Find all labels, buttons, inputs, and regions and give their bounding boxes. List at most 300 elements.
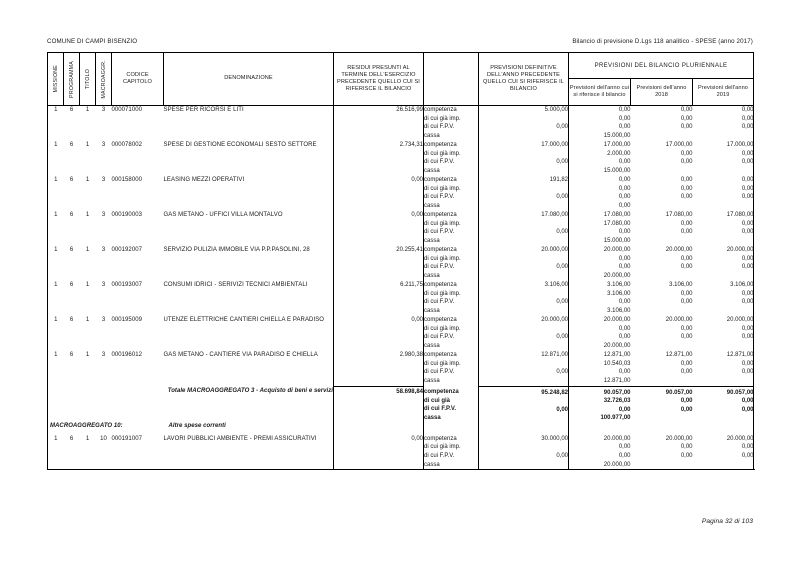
cell-line: 0,00 xyxy=(618,299,631,306)
table-row[interactable] xyxy=(48,281,754,316)
cell-line: 90.057,00 xyxy=(603,389,631,396)
section-spacer xyxy=(334,423,424,435)
cell-line: cassa xyxy=(424,237,440,244)
totals-spacer xyxy=(96,386,112,423)
cell-line xyxy=(693,307,754,316)
cell-anno-corrente xyxy=(569,435,631,470)
cell-line: di cui F.P.V. xyxy=(424,369,455,376)
cell-residui: 0,00 xyxy=(334,435,424,470)
cell-anno-2019 xyxy=(693,246,754,281)
cell-previsioni-definitive xyxy=(479,316,569,351)
cell-row-labels xyxy=(424,176,479,211)
cell-residui: 2.734,31 xyxy=(334,141,424,176)
col-header-anno-2018: Previsioni dell'anno 2018 xyxy=(631,79,693,106)
cell-line: di cui già xyxy=(424,397,451,404)
cell-anno-2018 xyxy=(631,176,693,211)
cell-line: 0,00 xyxy=(680,334,693,341)
cell-codice-capitolo: 000158000 xyxy=(111,177,142,183)
cell-line xyxy=(479,202,568,211)
cell-line: 20.000,00 xyxy=(603,317,631,323)
cell-line: 90.057,00 xyxy=(665,389,693,396)
cell-line xyxy=(631,461,693,470)
cell-line: competenza xyxy=(424,107,457,113)
cell-denominazione: SPESE PER RICORSI E LITI xyxy=(163,107,244,113)
cell-line: 0,00 xyxy=(618,107,631,113)
cell-line xyxy=(479,237,568,246)
cell-titolo: 1 xyxy=(85,317,90,323)
cell-line: 0,00 xyxy=(556,124,568,131)
cell-missione: 1 xyxy=(54,282,58,288)
cell-anno-2019 xyxy=(693,281,754,316)
cell-line xyxy=(479,115,568,124)
cell-line: 17.000,00 xyxy=(603,142,631,148)
totals-residui: 58.698,84 xyxy=(334,386,424,423)
cell-line: 0,00 xyxy=(618,115,631,122)
cell-line: 20.000,00 xyxy=(541,247,568,253)
cell-programma: 6 xyxy=(69,282,74,288)
cell-anno-2018 xyxy=(631,316,693,351)
cell-line: competenza xyxy=(424,212,457,218)
cell-denominazione: LAVORI PUBBLICI AMBIENTE - PREMI ASSICURATIVI xyxy=(163,435,317,442)
cell-line xyxy=(693,414,754,423)
cell-line: 0,00 xyxy=(741,444,754,451)
cell-line: 0,00 xyxy=(741,264,754,271)
cell-programma: 6 xyxy=(69,435,74,442)
cell-line: 0,00 xyxy=(556,406,568,413)
cell-line xyxy=(479,272,568,281)
cell-line: 0,00 xyxy=(618,453,631,460)
table-row[interactable] xyxy=(48,435,754,470)
cell-line xyxy=(479,397,568,406)
cell-row-labels xyxy=(424,141,479,176)
cell-line xyxy=(479,360,568,369)
cell-line: 20.000,00 xyxy=(603,461,631,468)
cell-titolo: 1 xyxy=(85,107,90,113)
cell-line: 0,00 xyxy=(741,299,754,306)
cell-line xyxy=(479,185,568,194)
cell-line: 0,00 xyxy=(680,369,693,376)
totals-spacer xyxy=(80,386,96,423)
table-body xyxy=(47,106,754,470)
cell-line: di cui già imp. xyxy=(424,220,461,227)
cell-line: 30.000,00 xyxy=(541,435,568,442)
cell-macroaggr: 3 xyxy=(101,352,106,358)
cell-line: 0,00 xyxy=(618,255,631,262)
cell-denominazione: CONSUMI IDRICI - SERIVIZI TECNICI AMBIENTALI xyxy=(163,282,308,288)
cell-denominazione: GAS METANO - CANTIERE VIA PARADISO E CHIELLA xyxy=(163,352,318,358)
col-header-pluriennale: PREVISIONI DEL BILANCIO PLURIENNALE xyxy=(569,53,754,79)
cell-line: 5.000,00 xyxy=(544,107,568,113)
cell-line: 0,00 xyxy=(741,334,754,341)
cell-line: 0,00 xyxy=(680,325,693,332)
cell-line: 0,00 xyxy=(556,159,568,166)
cell-line: 0,00 xyxy=(680,360,693,367)
cell-line: 15.000,00 xyxy=(603,237,631,244)
cell-line: di cui già imp. xyxy=(424,150,461,157)
cell-line: 0,00 xyxy=(556,453,568,460)
cell-line xyxy=(693,202,754,211)
cell-row-labels xyxy=(424,351,479,386)
cell-line xyxy=(693,342,754,351)
cell-programma: 6 xyxy=(69,317,74,323)
cell-anno-2019 xyxy=(693,176,754,211)
cell-line: 20.000,00 xyxy=(603,342,631,349)
cell-titolo: 1 xyxy=(85,352,90,358)
cell-programma: 6 xyxy=(69,177,74,183)
cell-line xyxy=(631,342,693,351)
cell-line: cassa xyxy=(424,414,441,421)
cell-macroaggr: 3 xyxy=(101,212,106,218)
col-header-missione: MISSIONE xyxy=(48,53,64,106)
section-title-row xyxy=(48,423,754,435)
document-title: Bilancio di previsione D.Lgs 118 analitico - SPESE (anno 2017) xyxy=(572,38,753,45)
cell-line: 0,00 xyxy=(556,334,568,341)
cell-anno-2019 xyxy=(693,106,754,141)
cell-anno-2019 xyxy=(693,211,754,246)
cell-line: 0,00 xyxy=(680,229,693,236)
cell-line xyxy=(479,325,568,334)
cell-line: di cui già imp. xyxy=(424,255,461,262)
cell-line: 0,00 xyxy=(680,264,693,271)
cell-line xyxy=(631,272,693,281)
cell-line: 0,00 xyxy=(618,406,631,413)
cell-anno-2018 xyxy=(631,211,693,246)
cell-denominazione: LEASING MEZZI OPERATIVI xyxy=(163,177,245,183)
cell-line: 17.000,00 xyxy=(541,142,568,148)
section-spacer xyxy=(424,423,479,435)
cell-line: di cui F.P.V. xyxy=(424,159,455,166)
totals-row xyxy=(48,386,754,423)
col-header-residui: RESIDUI PRESUNTI AL TERMINE DELL'ESERCIZIO PRECEDENTE QUELLO CUI SI RIFERISCE IL BILANCIO xyxy=(334,53,424,106)
page-number: Pagina 32 di 103 xyxy=(701,518,753,525)
cell-line: di cui già imp. xyxy=(424,115,461,122)
cell-line xyxy=(693,461,754,470)
cell-line xyxy=(693,377,754,386)
cell-line: competenza xyxy=(424,389,459,395)
cell-line: 0,00 xyxy=(741,220,754,227)
cell-anno-2018 xyxy=(631,106,693,141)
cell-line: cassa xyxy=(424,377,440,384)
cell-line: 3.106,00 xyxy=(607,282,631,288)
cell-line: 0,00 xyxy=(680,159,693,166)
cell-anno-corrente xyxy=(569,316,631,351)
cell-line: 0,00 xyxy=(680,194,693,201)
cell-line: 0,00 xyxy=(680,406,693,413)
cell-line: 17.000,00 xyxy=(665,142,693,148)
cell-previsioni-definitive xyxy=(479,141,569,176)
cell-line: 0,00 xyxy=(556,194,568,201)
cell-codice-capitolo: 000190003 xyxy=(111,212,142,218)
cell-line: 0,00 xyxy=(741,360,754,367)
cell-line xyxy=(631,307,693,316)
cell-line xyxy=(479,377,568,386)
section-spacer xyxy=(569,423,631,435)
cell-missione: 1 xyxy=(54,317,58,323)
cell-line: 0,00 xyxy=(618,325,631,332)
cell-anno-2019 xyxy=(693,351,754,386)
cell-line: 15.000,00 xyxy=(603,132,631,139)
table-row[interactable] xyxy=(48,351,754,386)
cell-line: 17.080,00 xyxy=(603,220,631,227)
cell-line xyxy=(479,307,568,316)
cell-residui: 0,00 xyxy=(334,316,424,351)
cell-residui: 0,00 xyxy=(334,211,424,246)
cell-titolo: 1 xyxy=(85,435,90,442)
cell-line xyxy=(479,150,568,159)
cell-line: 0,00 xyxy=(556,229,568,236)
cell-line: 0,00 xyxy=(680,124,693,131)
cell-line: 2.000,00 xyxy=(607,150,631,157)
cell-denominazione: SERVIZIO PULIZIA IMMOBILE VIA P.P.PASOLINI, 28 xyxy=(163,247,310,253)
table-row[interactable] xyxy=(48,246,754,281)
cell-line: competenza xyxy=(424,282,457,288)
cell-titolo: 1 xyxy=(85,212,90,218)
cell-line: 17.080,00 xyxy=(541,212,568,218)
cell-line: 0,00 xyxy=(556,299,568,306)
cell-line: di cui già imp. xyxy=(424,360,461,367)
cell-line: 0,00 xyxy=(741,369,754,376)
cell-missione: 1 xyxy=(54,107,58,113)
cell-titolo: 1 xyxy=(85,282,90,288)
cell-line xyxy=(479,220,568,229)
cell-previsioni-definitive xyxy=(479,281,569,316)
cell-line: 20.000,00 xyxy=(603,435,631,442)
cell-line: 90.057,00 xyxy=(726,389,754,396)
table-row[interactable] xyxy=(48,316,754,351)
cell-line xyxy=(479,414,568,423)
cell-line: 0,00 xyxy=(741,124,754,131)
section-code-label: MACROAGGREGATO 10: xyxy=(50,422,123,429)
cell-line: 0,00 xyxy=(741,194,754,201)
cell-residui: 26.516,99 xyxy=(334,106,424,141)
totals-spacer xyxy=(112,386,164,423)
cell-line: di cui già imp. xyxy=(424,444,461,451)
cell-line: 0,00 xyxy=(618,334,631,341)
cell-line: 0,00 xyxy=(741,406,754,413)
cell-residui: 20.255,41 xyxy=(334,246,424,281)
cell-line: 12.871,00 xyxy=(603,377,631,384)
col-header-codice-capitolo: CODICE CAPITOLO xyxy=(112,53,164,106)
cell-previsioni-definitive xyxy=(479,211,569,246)
cell-line: di cui F.P.V. xyxy=(424,334,455,341)
cell-previsioni-definitive xyxy=(479,246,569,281)
cell-line: 0,00 xyxy=(680,255,693,262)
cell-line: 20.000,00 xyxy=(603,272,631,279)
cell-line: 20.000,00 xyxy=(665,435,693,442)
cell-line: 20.000,00 xyxy=(726,317,754,323)
cell-line xyxy=(479,132,568,141)
cell-line: 0,00 xyxy=(741,453,754,460)
cell-line xyxy=(479,342,568,351)
cell-line: 0,00 xyxy=(618,369,631,376)
cell-residui: 2.980,38 xyxy=(334,351,424,386)
section-spacer xyxy=(693,423,754,435)
cell-line: cassa xyxy=(424,342,440,349)
section-spacer xyxy=(631,423,693,435)
cell-codice-capitolo: 000193007 xyxy=(111,282,142,288)
cell-line: 0,00 xyxy=(680,177,693,183)
cell-line: 10.540,03 xyxy=(603,360,631,367)
cell-line: 3.106,00 xyxy=(607,307,631,314)
cell-line xyxy=(631,132,693,141)
col-header-macroaggr: MACROAGGR. xyxy=(96,53,112,106)
cell-line: cassa xyxy=(424,167,440,174)
cell-denominazione: GAS METANO - UFFICI VILLA MONTALVO xyxy=(163,212,283,218)
table-row[interactable] xyxy=(48,211,754,246)
cell-line: 20.000,00 xyxy=(726,435,754,442)
cell-line: di cui F.P.V. xyxy=(424,264,455,271)
cell-line: 0,00 xyxy=(741,115,754,122)
cell-row-labels xyxy=(424,316,479,351)
totals-anno-corrente xyxy=(569,386,631,423)
cell-programma: 6 xyxy=(69,352,74,358)
table-row[interactable] xyxy=(48,106,754,141)
cell-line: di cui F.P.V. xyxy=(424,406,457,413)
cell-line: 0,00 xyxy=(680,115,693,122)
cell-line: 0,00 xyxy=(741,398,754,405)
cell-line: 12.871,00 xyxy=(541,352,568,358)
cell-codice-capitolo: 000191007 xyxy=(111,435,142,442)
cell-line: 0,00 xyxy=(680,299,693,306)
cell-programma: 6 xyxy=(69,142,74,148)
cell-anno-2018 xyxy=(631,246,693,281)
cell-macroaggr: 3 xyxy=(101,317,106,323)
table-row[interactable] xyxy=(48,141,754,176)
cell-line: 0,00 xyxy=(741,229,754,236)
col-header-anno-2019: Previsioni dell'anno 2019 xyxy=(693,79,754,106)
cell-row-labels xyxy=(424,106,479,141)
cell-line: di cui già imp. xyxy=(424,290,461,297)
cell-line xyxy=(479,255,568,264)
cell-titolo: 1 xyxy=(85,247,90,253)
cell-line: 0,00 xyxy=(741,290,754,297)
cell-line: cassa xyxy=(424,461,440,468)
cell-line: 0,00 xyxy=(680,398,693,405)
cell-line: 0,00 xyxy=(741,150,754,157)
cell-line: 17.000,00 xyxy=(726,142,754,148)
cell-line: 0,00 xyxy=(618,444,631,451)
section-spacer xyxy=(479,423,569,435)
cell-programma: 6 xyxy=(69,107,74,113)
cell-line: 0,00 xyxy=(680,185,693,192)
cell-programma: 6 xyxy=(69,212,74,218)
cell-residui: 6.211,75 xyxy=(334,281,424,316)
cell-codice-capitolo: 000196012 xyxy=(111,352,142,358)
cell-codice-capitolo: 000192007 xyxy=(111,247,142,253)
cell-anno-corrente xyxy=(569,281,631,316)
cell-line: 0,00 xyxy=(741,177,754,183)
cell-line: di cui F.P.V. xyxy=(424,194,455,201)
cell-line: 0,00 xyxy=(741,325,754,332)
col-header-spacer xyxy=(424,53,479,106)
cell-anno-2018 xyxy=(631,351,693,386)
cell-anno-2018 xyxy=(631,281,693,316)
cell-missione: 1 xyxy=(54,247,58,253)
document-header xyxy=(47,38,753,45)
cell-line: 191,82 xyxy=(549,177,568,183)
cell-line: 15.000,00 xyxy=(603,167,631,174)
cell-row-labels xyxy=(424,211,479,246)
cell-macroaggr: 10 xyxy=(100,435,107,442)
col-header-denominazione: DENOMINAZIONE xyxy=(164,53,334,106)
cell-missione: 1 xyxy=(54,435,58,442)
cell-line: cassa xyxy=(424,132,440,139)
cell-line: competenza xyxy=(424,177,457,183)
cell-line xyxy=(693,237,754,246)
cell-line: di cui F.P.V. xyxy=(424,229,455,236)
cell-missione: 1 xyxy=(54,177,58,183)
cell-line: cassa xyxy=(424,272,440,279)
cell-programma: 6 xyxy=(69,247,74,253)
cell-macroaggr: 3 xyxy=(101,177,106,183)
totals-spacer xyxy=(64,386,80,423)
cell-line: 0,00 xyxy=(741,185,754,192)
section-title-text: Altre spese correnti xyxy=(168,422,226,429)
cell-line xyxy=(631,202,693,211)
cell-line: 0,00 xyxy=(556,264,568,271)
cell-line: 0,00 xyxy=(680,444,693,451)
cell-line: 0,00 xyxy=(618,264,631,271)
cell-line: cassa xyxy=(424,202,440,209)
cell-line: 0,00 xyxy=(618,229,631,236)
cell-line: 0,00 xyxy=(680,107,693,113)
cell-residui: 0,00 xyxy=(334,176,424,211)
cell-anno-2019 xyxy=(693,141,754,176)
cell-codice-capitolo: 000195009 xyxy=(111,317,142,323)
cell-line xyxy=(631,237,693,246)
cell-titolo: 1 xyxy=(85,142,90,148)
cell-line: 0,00 xyxy=(556,369,568,376)
cell-line: 12.871,00 xyxy=(726,352,754,358)
table-row[interactable] xyxy=(48,176,754,211)
cell-line: 0,00 xyxy=(618,159,631,166)
cell-line: 0,00 xyxy=(618,185,631,192)
cell-line xyxy=(693,167,754,176)
cell-anno-2018 xyxy=(631,435,693,470)
cell-line: 12.871,00 xyxy=(665,352,693,358)
cell-row-labels xyxy=(424,281,479,316)
cell-line xyxy=(631,414,693,423)
cell-missione: 1 xyxy=(54,212,58,218)
totals-spacer xyxy=(48,386,64,423)
cell-line: competenza xyxy=(424,435,457,442)
cell-line: 3.106,00 xyxy=(607,290,631,297)
totals-anno-2018 xyxy=(631,386,693,423)
cell-codice-capitolo: 000071000 xyxy=(111,107,142,113)
cell-line: 0,00 xyxy=(741,159,754,166)
cell-codice-capitolo: 000078002 xyxy=(111,142,142,148)
cell-denominazione: UTENZE ELETTRICHE CANTIERI CHIELLA E PARADISO xyxy=(163,317,325,323)
cell-line xyxy=(693,272,754,281)
cell-line: di cui F.P.V. xyxy=(424,299,455,306)
totals-row-labels xyxy=(424,386,479,423)
cell-line xyxy=(479,290,568,299)
cell-line: di cui già imp. xyxy=(424,325,461,332)
totals-anno-2019 xyxy=(693,386,754,423)
cell-line xyxy=(631,167,693,176)
cell-line: 0,00 xyxy=(741,255,754,262)
cell-anno-corrente xyxy=(569,176,631,211)
cell-line xyxy=(479,167,568,176)
cell-line: 17.080,00 xyxy=(603,212,631,218)
cell-macroaggr: 3 xyxy=(101,142,106,148)
cell-missione: 1 xyxy=(54,142,58,148)
cell-line: 0,00 xyxy=(618,202,631,209)
totals-label: Totale MACROAGGREGATO 3 - Acquisto di beni e servizi xyxy=(167,388,333,394)
cell-line: 0,00 xyxy=(618,194,631,201)
totals-previsioni-definitive xyxy=(479,386,569,423)
cell-row-labels xyxy=(424,246,479,281)
